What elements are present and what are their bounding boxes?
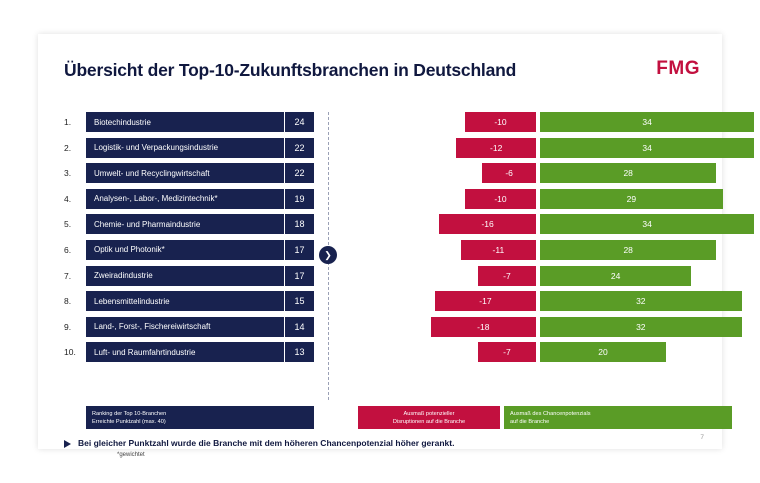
positive-bar-wrap <box>540 342 666 362</box>
page-number: 7 <box>700 434 704 441</box>
chart-row <box>358 112 698 132</box>
rank-number: 7. <box>64 270 72 281</box>
negative-bar-wrap <box>431 317 536 337</box>
negative-bar-wrap <box>482 163 536 183</box>
rank-bar <box>86 342 314 362</box>
industry-label: Zweiradindustrie <box>94 271 153 281</box>
positive-bar-wrap <box>540 163 716 183</box>
rank-bar <box>86 240 314 260</box>
industry-label: Logistik- und Verpackungsindustrie <box>94 143 219 153</box>
negative-bar: -18 <box>431 317 536 337</box>
ranking-row <box>64 266 314 286</box>
diverging-bar-chart <box>358 112 698 368</box>
ranking-row <box>64 112 314 132</box>
ranking-row <box>64 163 314 183</box>
legend-disruption <box>358 406 500 429</box>
rank-bar <box>86 291 314 311</box>
subnote-text: *gewichtet <box>117 452 145 458</box>
legend-opportunity <box>504 406 732 429</box>
positive-bar-wrap <box>540 266 691 286</box>
ranking-row <box>64 317 314 337</box>
positive-bar-wrap <box>540 240 716 260</box>
negative-bar-wrap <box>456 138 536 158</box>
ranking-row <box>64 240 314 260</box>
positive-bar: 28 <box>540 240 716 260</box>
positive-bar: 29 <box>540 189 723 209</box>
rank-bar <box>86 112 314 132</box>
positive-bar-wrap <box>540 291 742 311</box>
rank-number: 10. <box>64 347 76 358</box>
slide <box>38 34 722 458</box>
negative-bar-wrap <box>465 189 536 209</box>
industry-label: Lebensmittelindustrie <box>94 296 170 306</box>
score-value: 17 <box>284 266 314 286</box>
industry-label: Umwelt- und Recyclingwirtschaft <box>94 168 210 178</box>
ranking-row <box>64 138 314 158</box>
fmg-logo: FMG <box>656 58 700 79</box>
rank-bar <box>86 317 314 337</box>
industry-label: Optik und Photonik* <box>94 245 165 255</box>
positive-bar: 34 <box>540 214 754 234</box>
positive-bar-wrap <box>540 189 723 209</box>
legend-opportunity-line2: auf die Branche <box>510 419 550 425</box>
rank-number: 4. <box>64 193 72 204</box>
negative-bar: -10 <box>465 112 536 132</box>
chart-row <box>358 291 698 311</box>
positive-bar-wrap <box>540 112 754 132</box>
chart-row <box>358 214 698 234</box>
legend-disruption-line1: Ausmaß potenzieller <box>403 411 455 417</box>
chart-row <box>358 317 698 337</box>
industry-label: Biotechindustrie <box>94 117 151 127</box>
score-value: 22 <box>284 163 314 183</box>
rank-number: 3. <box>64 168 72 179</box>
chart-row <box>358 342 698 362</box>
legend-ranking-line1: Ranking der Top 10-Branchen <box>92 411 167 417</box>
positive-bar-wrap <box>540 138 754 158</box>
legend-opportunity-line1: Ausmaß des Chancenpotenzials <box>510 411 591 417</box>
legend-ranking-line2: Erreichte Punktzahl (max. 40) <box>92 419 166 425</box>
ranking-list <box>64 112 314 368</box>
footnote-row <box>64 438 454 448</box>
negative-bar-wrap <box>478 342 536 362</box>
industry-label: Luft- und Raumfahrtindustrie <box>94 347 196 357</box>
score-value: 15 <box>284 291 314 311</box>
chart-row <box>358 163 698 183</box>
ranking-row <box>64 214 314 234</box>
negative-bar: -11 <box>461 240 536 260</box>
negative-bar-wrap <box>435 291 536 311</box>
score-value: 14 <box>284 317 314 337</box>
positive-bar: 20 <box>540 342 666 362</box>
positive-bar-wrap <box>540 317 742 337</box>
ranking-row <box>64 342 314 362</box>
title-row <box>64 60 700 90</box>
legend-ranking <box>86 406 314 429</box>
score-value: 13 <box>284 342 314 362</box>
rank-bar <box>86 163 314 183</box>
negative-bar-wrap <box>461 240 536 260</box>
score-value: 22 <box>284 138 314 158</box>
ranking-row <box>64 189 314 209</box>
negative-bar: -7 <box>478 342 536 362</box>
positive-bar: 32 <box>540 291 742 311</box>
chart-row <box>358 189 698 209</box>
negative-bar-wrap <box>478 266 536 286</box>
score-value: 24 <box>284 112 314 132</box>
rank-number: 8. <box>64 296 72 307</box>
ranking-row <box>64 291 314 311</box>
page-title: Übersicht der Top-10-Zukunftsbranchen in Deutschland <box>64 60 517 80</box>
score-value: 18 <box>284 214 314 234</box>
negative-bar: -17 <box>435 291 536 311</box>
chart-row <box>358 240 698 260</box>
chart-row <box>358 138 698 158</box>
positive-bar: 28 <box>540 163 716 183</box>
rank-number: 9. <box>64 321 72 332</box>
rank-bar <box>86 214 314 234</box>
legend-disruption-line2: Disruptionen auf die Branche <box>392 419 466 425</box>
positive-bar: 34 <box>540 112 754 132</box>
negative-bar: -7 <box>478 266 536 286</box>
chevron-right-icon: ❯ <box>319 246 337 264</box>
footnote-text: Bei gleicher Punktzahl wurde die Branche mit dem höheren Chancenpotenzial höher gerankt. <box>78 438 455 448</box>
score-value: 17 <box>284 240 314 260</box>
negative-bar-wrap <box>439 214 536 234</box>
positive-bar: 32 <box>540 317 742 337</box>
industry-label: Analysen-, Labor-, Medizintechnik* <box>94 194 218 204</box>
negative-bar: -16 <box>439 214 536 234</box>
negative-bar-wrap <box>465 112 536 132</box>
negative-bar: -12 <box>456 138 536 158</box>
rank-number: 6. <box>64 244 72 255</box>
positive-bar: 24 <box>540 266 691 286</box>
industry-label: Chemie- und Pharmaindustrie <box>94 219 201 229</box>
rank-number: 5. <box>64 219 72 230</box>
industry-label: Land-, Forst-, Fischereiwirtschaft <box>94 322 211 332</box>
chart-row <box>358 266 698 286</box>
positive-bar-wrap <box>540 214 754 234</box>
rank-number: 1. <box>64 117 72 127</box>
rank-bar <box>86 266 314 286</box>
score-value: 19 <box>284 189 314 209</box>
rank-number: 2. <box>64 142 72 153</box>
positive-bar: 34 <box>540 138 754 158</box>
rank-bar <box>86 189 314 209</box>
rank-bar <box>86 138 314 158</box>
negative-bar: -6 <box>482 163 536 183</box>
triangle-bullet-icon <box>64 440 71 448</box>
negative-bar: -10 <box>465 189 536 209</box>
